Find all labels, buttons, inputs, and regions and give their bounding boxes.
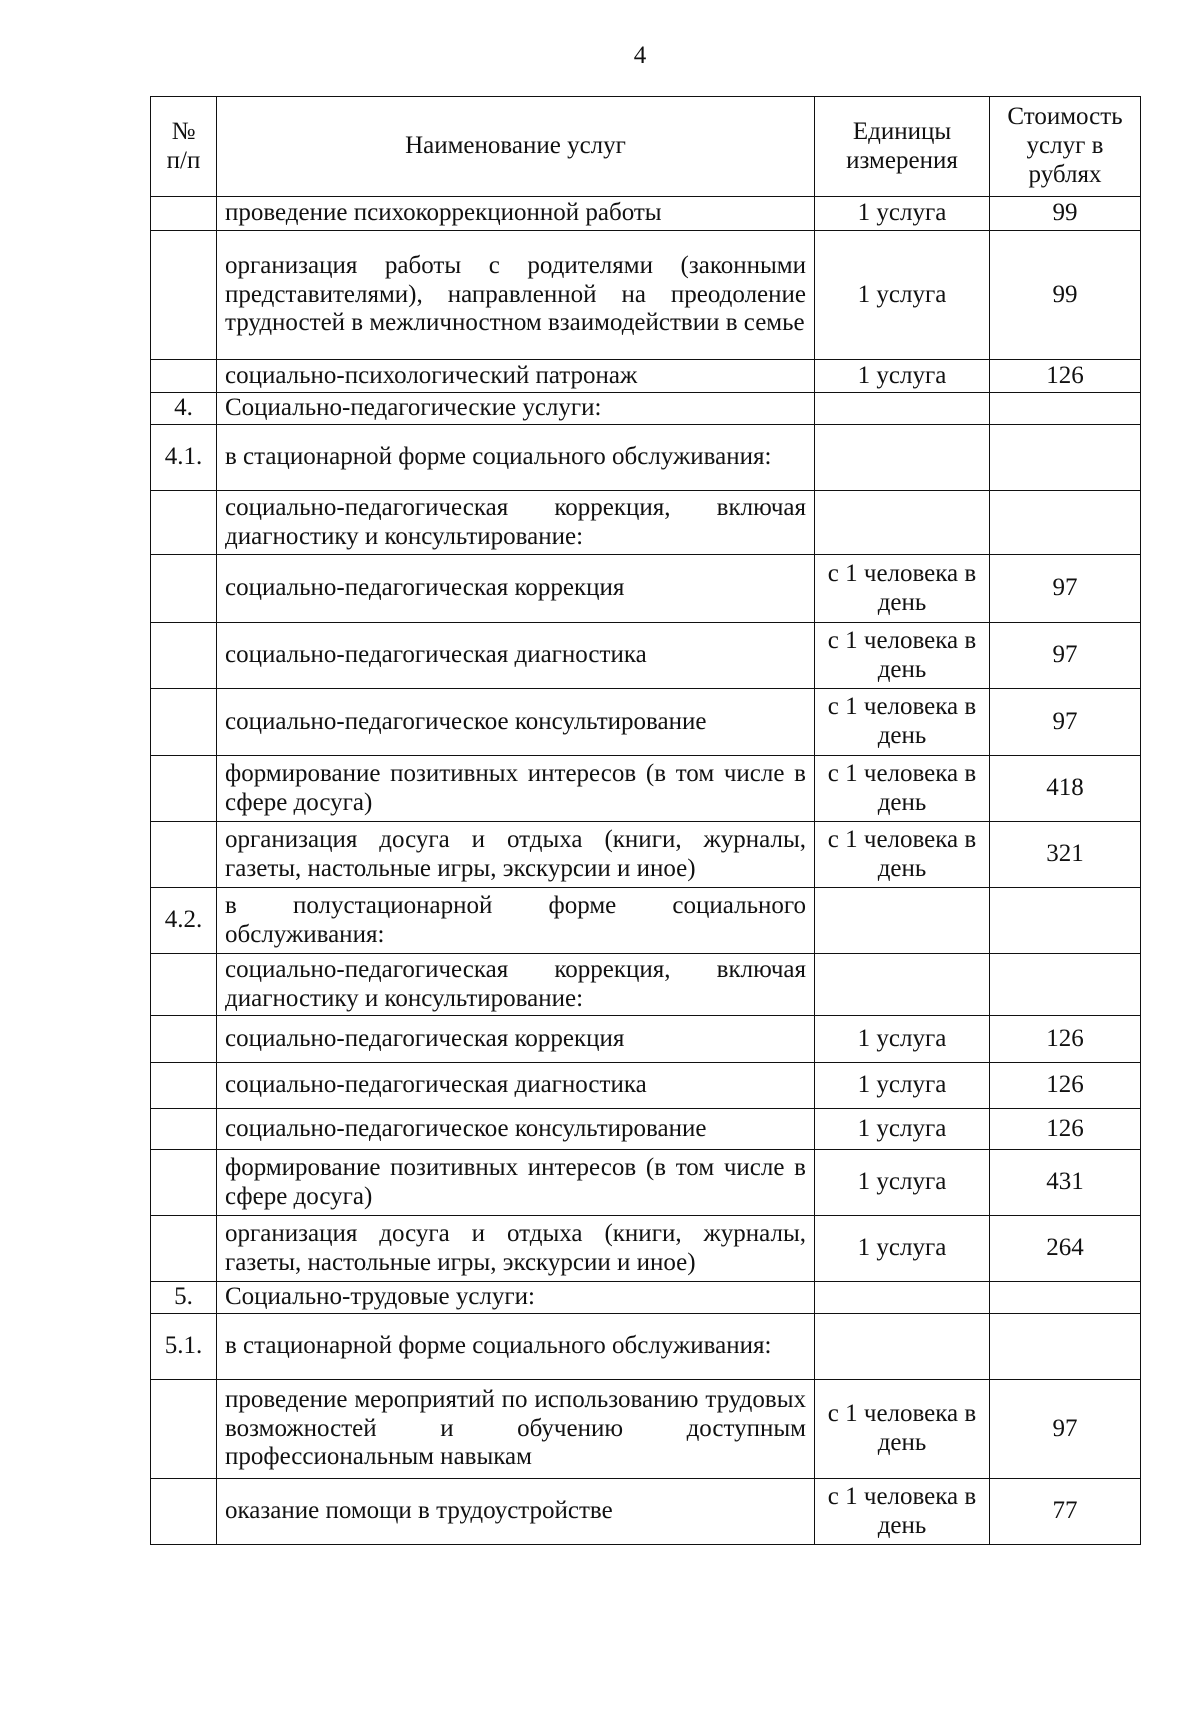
service-cost [990, 491, 1141, 555]
service-name: формирование позитивных интересов (в том числе в сфере досуга) [217, 756, 815, 822]
table-row [151, 822, 1141, 888]
unit-of-measure: с 1 человека в день [815, 756, 990, 822]
row-number: 5. [151, 1282, 217, 1314]
service-name: социально-педагогическое консультирование [217, 689, 815, 756]
row-number [151, 1063, 217, 1109]
row-number: 4.1. [151, 425, 217, 491]
service-name: организация работы с родителями (законными представителями), направленной на преодоление трудностей в межличностном взаимодействии в семье [217, 231, 815, 360]
service-cost [990, 888, 1141, 954]
unit-of-measure: 1 услуга [815, 1063, 990, 1109]
table-row [151, 1314, 1141, 1380]
service-name: в стационарной форме социального обслуживания: [217, 1314, 815, 1380]
row-number [151, 360, 217, 393]
table-row [151, 954, 1141, 1016]
table-row [151, 756, 1141, 822]
service-name: социально-педагогическая коррекция [217, 1016, 815, 1063]
header-cost: Стоимость услуг в рублях [990, 97, 1141, 197]
service-name: социально-педагогическая коррекция [217, 555, 815, 623]
service-name: организация досуга и отдыха (книги, журналы, газеты, настольные игры, экскурсии и иное) [217, 822, 815, 888]
service-cost: 99 [990, 197, 1141, 231]
service-name: формирование позитивных интересов (в том числе в сфере досуга) [217, 1150, 815, 1216]
row-number [151, 623, 217, 689]
table-row [151, 393, 1141, 425]
service-cost: 431 [990, 1150, 1141, 1216]
row-number: 5.1. [151, 1314, 217, 1380]
table-row [151, 1216, 1141, 1282]
row-number [151, 1380, 217, 1479]
row-number [151, 1016, 217, 1063]
table-body [151, 197, 1141, 1545]
table-header [151, 97, 1141, 197]
service-cost: 97 [990, 555, 1141, 623]
service-name: организация досуга и отдыха (книги, журналы, газеты, настольные игры, экскурсии и иное) [217, 1216, 815, 1282]
service-cost: 418 [990, 756, 1141, 822]
service-name: в полустационарной форме социального обслуживания: [217, 888, 815, 954]
row-number [151, 756, 217, 822]
table-row [151, 555, 1141, 623]
table-row [151, 1150, 1141, 1216]
table-row [151, 360, 1141, 393]
table-row [151, 425, 1141, 491]
service-name: социально-педагогическая диагностика [217, 623, 815, 689]
table-row [151, 491, 1141, 555]
row-number [151, 1479, 217, 1545]
unit-of-measure [815, 1282, 990, 1314]
unit-of-measure: 1 услуга [815, 1216, 990, 1282]
unit-of-measure: 1 услуга [815, 1150, 990, 1216]
unit-of-measure: с 1 человека в день [815, 822, 990, 888]
row-number [151, 231, 217, 360]
unit-of-measure: с 1 человека в день [815, 623, 990, 689]
table-row [151, 888, 1141, 954]
unit-of-measure: с 1 человека в день [815, 1380, 990, 1479]
table-row [151, 197, 1141, 231]
service-cost: 321 [990, 822, 1141, 888]
table-row [151, 231, 1141, 360]
services-table [150, 96, 1141, 1545]
service-cost: 126 [990, 1016, 1141, 1063]
service-name: социально-психологический патронаж [217, 360, 815, 393]
unit-of-measure [815, 425, 990, 491]
service-cost: 126 [990, 1109, 1141, 1150]
row-number [151, 822, 217, 888]
row-number [151, 1216, 217, 1282]
service-name: проведение мероприятий по использованию трудовых возможностей и обучению доступным профессиональным навыкам [217, 1380, 815, 1479]
unit-of-measure: 1 услуга [815, 1016, 990, 1063]
unit-of-measure [815, 1314, 990, 1380]
service-name: проведение психокоррекционной работы [217, 197, 815, 231]
unit-of-measure: 1 услуга [815, 360, 990, 393]
service-name: социально-педагогическая диагностика [217, 1063, 815, 1109]
service-cost: 99 [990, 231, 1141, 360]
unit-of-measure: 1 услуга [815, 197, 990, 231]
service-name: социально-педагогическая коррекция, включая диагностику и консультирование: [217, 954, 815, 1016]
service-name: Социально-трудовые услуги: [217, 1282, 815, 1314]
table-row [151, 1380, 1141, 1479]
table-row [151, 623, 1141, 689]
row-number [151, 555, 217, 623]
table-row [151, 1063, 1141, 1109]
service-cost [990, 425, 1141, 491]
row-number [151, 491, 217, 555]
row-number: 4. [151, 393, 217, 425]
table-row [151, 1479, 1141, 1545]
service-cost: 126 [990, 1063, 1141, 1109]
header-unit: Единицы измерения [815, 97, 990, 197]
service-name: оказание помощи в трудоустройстве [217, 1479, 815, 1545]
service-name: Социально-педагогические услуги: [217, 393, 815, 425]
service-name: социально-педагогическое консультирование [217, 1109, 815, 1150]
service-cost: 264 [990, 1216, 1141, 1282]
unit-of-measure [815, 888, 990, 954]
table-row [151, 1109, 1141, 1150]
service-cost: 97 [990, 623, 1141, 689]
service-name: социально-педагогическая коррекция, включая диагностику и консультирование: [217, 491, 815, 555]
table-row [151, 1282, 1141, 1314]
table-row [151, 1016, 1141, 1063]
unit-of-measure [815, 393, 990, 425]
service-cost [990, 393, 1141, 425]
unit-of-measure [815, 491, 990, 555]
service-cost [990, 1314, 1141, 1380]
header-num: № п/п [151, 97, 217, 197]
service-cost: 97 [990, 689, 1141, 756]
row-number [151, 954, 217, 1016]
row-number: 4.2. [151, 888, 217, 954]
row-number [151, 1150, 217, 1216]
service-cost: 97 [990, 1380, 1141, 1479]
service-cost: 126 [990, 360, 1141, 393]
service-cost: 77 [990, 1479, 1141, 1545]
unit-of-measure: с 1 человека в день [815, 1479, 990, 1545]
service-cost [990, 954, 1141, 1016]
service-cost [990, 1282, 1141, 1314]
row-number [151, 197, 217, 231]
unit-of-measure: с 1 человека в день [815, 555, 990, 623]
table-row [151, 689, 1141, 756]
row-number [151, 1109, 217, 1150]
unit-of-measure: с 1 человека в день [815, 689, 990, 756]
row-number [151, 689, 217, 756]
header-name: Наименование услуг [217, 97, 815, 197]
unit-of-measure: 1 услуга [815, 1109, 990, 1150]
page-number: 4 [633, 42, 647, 69]
unit-of-measure [815, 954, 990, 1016]
unit-of-measure: 1 услуга [815, 231, 990, 360]
service-name: в стационарной форме социального обслуживания: [217, 425, 815, 491]
